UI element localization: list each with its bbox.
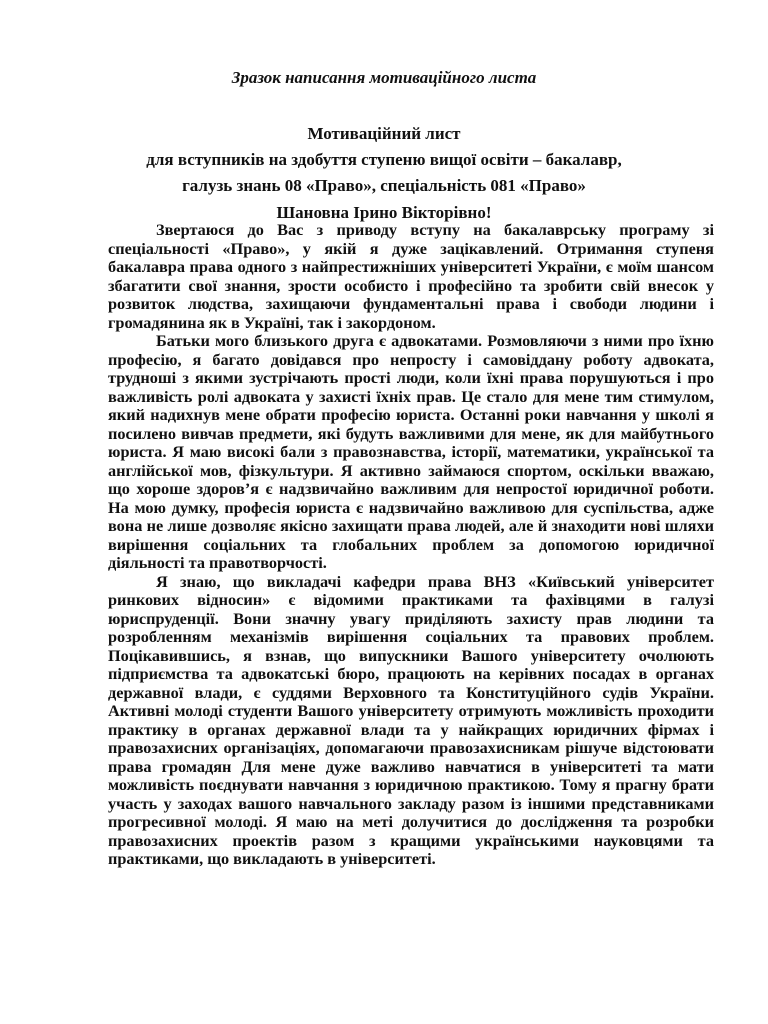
letter-subtitle-specialty: галузь знань 08 «Право», спеціальність 081 «Право» [182,176,586,195]
sample-heading: Зразок написання мотиваційного листа [231,68,537,87]
salutation: Шановна Ірино Вікторівно! [276,203,492,222]
letter-title: Мотиваційний лист [307,124,461,143]
letter-subtitle-degree: для вступників на здобуття ступеню вищої освіти – бакалавр, [146,150,622,169]
paragraph: Я знаю, що викладачі кафедри права ВНЗ «Київський університет ринкових відносин» є відомими практиками та фахівцями в галузі юриспруденції. Вони значну увагу приділяють захисту прав людини та розробленням механізмів вирішення соціальних та правових проблем. Поцікавившись, я взнав, що випускники Вашого університету очолюють підприємства та адвокатські бюро, працюють на керівних посадах в органах державної влади, є суддями Верховного та Конституційного судів України. Активні молоді студенти Вашого університету отримують можливість проходити практику в органах державної влади та у найкращих юридичних фірмах і правозахисних організаціях, допомагаючи правозахисникам рішуче відстоювати права громадян Для мене дуже важливо навчатися в університеті та мати можливість поєднувати навчання з юридичною практикою. Тому я прагну брати участь у заходах вашого навчального закладу разом із іншими представниками прогресивної молоді. Я маю на меті долучитися до дослідження та розробки правозахисних проектів разом з кращими українськими науковцями та практиками, що викладають в університеті. [108,571,714,868]
paragraph: Батьки мого близького друга є адвокатами. Розмовляючи з ними про їхню професію, я багато довідався про непросту і самовіддану роботу адвоката, трудноші з якими зустрічають прості люди, коли їхні права порушуються і про важливість ролі адвоката у захисті їхніх прав. Це стало для мене тим стимулом, який надихнув мене обрати професію юриста. Останні роки навчання у школі я посилено вивчав предмети, які будуть важливими для мене, як для майбутнього юриста. Я маю високі бали з правознавства, історії, математики, української та англійської мов, фізкультури. Я активно займаюся спортом, оскільки вважаю, що хороше здоров’я є надзвичайно важливим для непростої юридичної роботи. На мою думку, професія юриста є надзвичайно важливою для суспільства, адже вона не лише дозволяє якісно захищати права людей, але й знаходити нові шляхи вирішення соціальних та глобальних проблем за допомогою юридичної діяльності та правотворчості. [108,331,714,572]
letter-header [0,121,768,199]
paragraph: Звертаюся до Вас з приводу вступу на бакалаврську програму зі спеціальності «Право», у якій я дуже зацікавлений. Отримання ступеня бакалавра права одного з найпрестижніших університеті України, є моїм шансом збагатити свої знання, зрости особисто і професійно та зробити свій внесок у розвиток людства, захищаючи фундаментальні права і свободи людини і громадянина як в Україні, так і закордоном. [108,220,714,332]
letter-body [108,221,714,869]
